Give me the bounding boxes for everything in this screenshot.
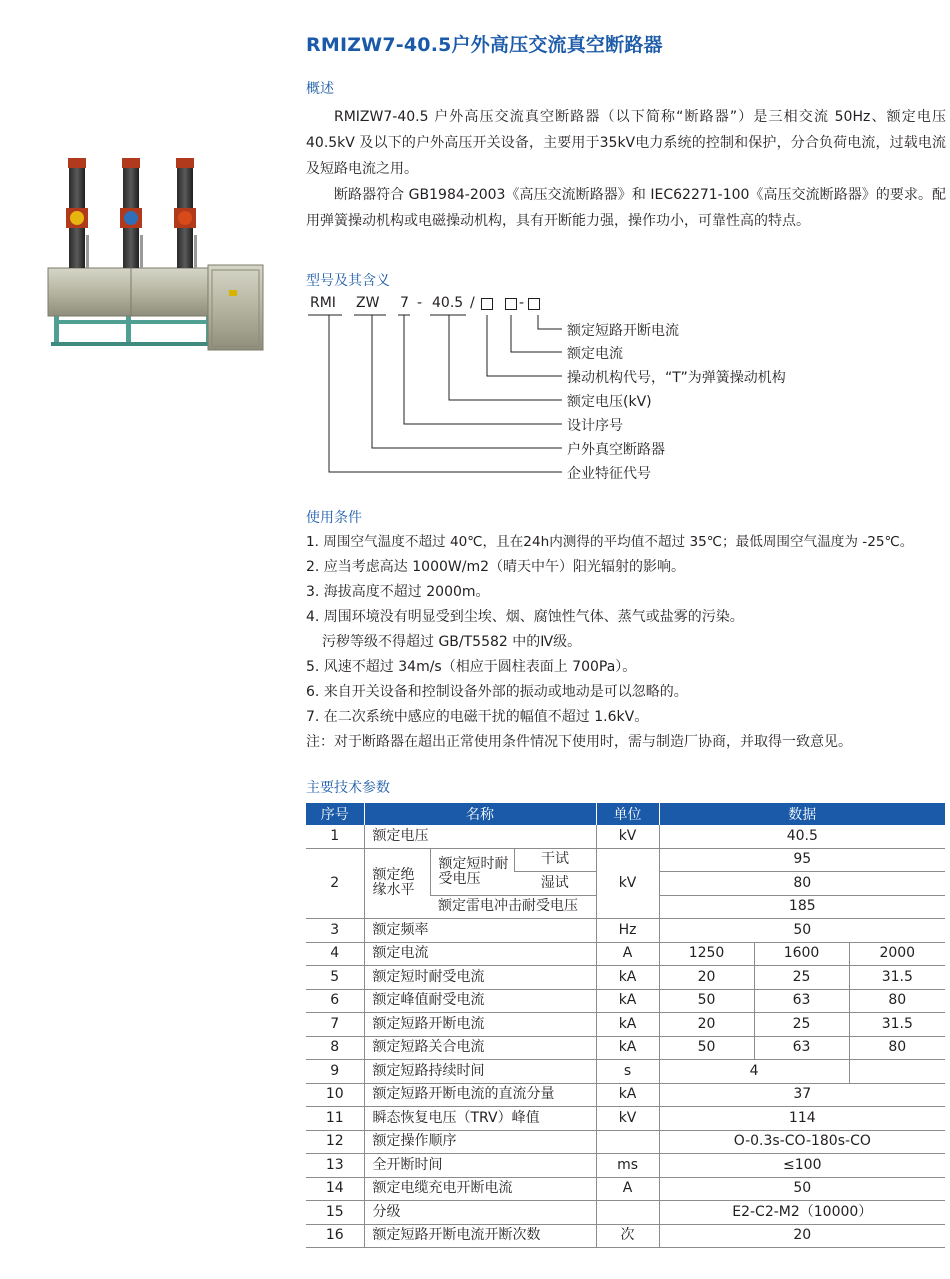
cell-value: 50 bbox=[659, 919, 945, 943]
table-row bbox=[306, 1083, 945, 1107]
table-row bbox=[306, 1036, 945, 1060]
cell-value: 80 bbox=[849, 1036, 945, 1060]
cell-unit: kV bbox=[596, 1107, 659, 1131]
cell-unit: A bbox=[596, 1177, 659, 1201]
code-dash-2: - bbox=[519, 295, 525, 311]
cell-value: 114 bbox=[659, 1107, 945, 1131]
code-40-5: 40.5 bbox=[432, 295, 464, 311]
overview-paragraph-1: RMIZW7-40.5 户外高压交流真空断路器（以下简称“断路器”）是三相交流 50Hz、额定电压 40.5kV 及以下的户外高压开关设备，主要用于35kV电力系统的控制和保护，分合负荷电流，过载电流及短路电流之用。 bbox=[306, 109, 946, 177]
header-data: 数据 bbox=[659, 803, 945, 825]
condition-item: 4. 周围环境没有明显受到尘埃、烟、腐蚀性气体、蒸气或盐雾的污染。 bbox=[306, 609, 744, 625]
code-slash: / bbox=[470, 295, 475, 311]
model-label-design-no: 设计序号 bbox=[567, 418, 623, 434]
cell-value: 1250 bbox=[659, 942, 754, 966]
overview-paragraph-2: 断路器符合 GB1984-2003《高压交流断路器》和 IEC62271-100《高压交流断路器》的要求。配用弹簧操动机构或电磁操动机构，具有开断能力强，操作功小，可靠性高的特点。 bbox=[306, 187, 946, 229]
cell-value: 63 bbox=[754, 1036, 849, 1060]
code-dash: - bbox=[417, 295, 423, 311]
cell-no: 8 bbox=[306, 1036, 364, 1060]
condition-item: 1. 周围空气温度不超过 40℃，且在24h内测得的平均值不超过 35℃；最低周围空气温度为 -25℃。 bbox=[306, 534, 914, 550]
cell-no: 10 bbox=[306, 1083, 364, 1107]
cell-no: 6 bbox=[306, 989, 364, 1013]
page-title: RMIZW7-40.5户外高压交流真空断路器 bbox=[306, 34, 663, 56]
cell-unit: kA bbox=[596, 966, 659, 990]
cell-dry-test: 干试 bbox=[514, 848, 596, 872]
circuit-breaker-photo bbox=[46, 150, 266, 360]
cell-no: 13 bbox=[306, 1154, 364, 1178]
cell-name: 额定频率 bbox=[364, 919, 596, 943]
model-code-diagram bbox=[306, 295, 926, 485]
cell-lightning: 额定雷电冲击耐受电压 bbox=[430, 895, 596, 919]
cell-no: 7 bbox=[306, 1013, 364, 1037]
cell-value: 95 bbox=[659, 848, 945, 872]
cell-value: 25 bbox=[754, 966, 849, 990]
table-row bbox=[306, 966, 945, 990]
cell-no: 11 bbox=[306, 1107, 364, 1131]
overview-text bbox=[306, 104, 946, 234]
cell-no: 12 bbox=[306, 1130, 364, 1154]
cell-name: 额定短时耐受电流 bbox=[364, 966, 596, 990]
cell-no: 15 bbox=[306, 1201, 364, 1225]
cell-value: 31.5 bbox=[849, 1013, 945, 1037]
cell-unit: s bbox=[596, 1060, 659, 1084]
cell-name: 额定短路开断电流开断次数 bbox=[364, 1224, 596, 1248]
cell-no: 14 bbox=[306, 1177, 364, 1201]
code-zw: ZW bbox=[356, 295, 380, 311]
cell-value: ≤100 bbox=[659, 1154, 945, 1178]
code-rmi: RMI bbox=[310, 295, 336, 311]
model-label-enterprise-code: 企业特征代号 bbox=[567, 466, 651, 482]
cell-value: 37 bbox=[659, 1083, 945, 1107]
code-box-operating bbox=[481, 298, 493, 310]
table-row bbox=[306, 1201, 945, 1225]
condition-note: 注：对于断路器在超出正常使用条件情况下使用时，需与制造厂协商，并取得一致意见。 bbox=[306, 734, 852, 750]
condition-item: 7. 在二次系统中感应的电磁干扰的幅值不超过 1.6kV。 bbox=[306, 709, 649, 725]
cell-name: 额定电压 bbox=[364, 825, 596, 848]
table-row bbox=[306, 1130, 945, 1154]
table-row bbox=[306, 1013, 945, 1037]
cell-name: 分级 bbox=[364, 1201, 596, 1225]
cell-value: E2-C2-M2（10000） bbox=[659, 1201, 945, 1225]
params-table bbox=[306, 803, 945, 1248]
table-row bbox=[306, 1224, 945, 1248]
cell-unit: kV bbox=[596, 848, 659, 919]
condition-item: 污秽等级不得超过 GB/T5582 中的Ⅳ级。 bbox=[322, 634, 582, 650]
cell-no: 16 bbox=[306, 1224, 364, 1248]
cell-value: O-0.3s-CO-180s-CO bbox=[659, 1130, 945, 1154]
cell-no: 9 bbox=[306, 1060, 364, 1084]
cell-no: 4 bbox=[306, 942, 364, 966]
cell-name: 额定绝缘水平 bbox=[364, 848, 430, 919]
code-box-current bbox=[505, 298, 517, 310]
table-row bbox=[306, 1154, 945, 1178]
cell-name: 额定电流 bbox=[364, 942, 596, 966]
cell-value: 20 bbox=[659, 1013, 754, 1037]
cell-value: 2000 bbox=[849, 942, 945, 966]
table-row bbox=[306, 942, 945, 966]
cell-value: 80 bbox=[659, 872, 945, 896]
header-name: 名称 bbox=[364, 803, 596, 825]
cell-value: 4 bbox=[659, 1060, 849, 1084]
cell-empty bbox=[849, 1060, 945, 1084]
cell-value: 25 bbox=[754, 1013, 849, 1037]
model-label-rated-voltage: 额定电压(kV) bbox=[567, 394, 652, 410]
condition-item: 3. 海拔高度不超过 2000m。 bbox=[306, 584, 490, 600]
cell-unit: kA bbox=[596, 1036, 659, 1060]
cell-wet-test: 湿试 bbox=[514, 872, 596, 896]
params-heading: 主要技术参数 bbox=[306, 780, 390, 796]
cell-sub-name: 额定短时耐受电压 bbox=[430, 848, 514, 895]
condition-item: 2. 应当考虑高达 1000W/m2（晴天中午）阳光辐射的影响。 bbox=[306, 559, 685, 575]
cell-unit: kA bbox=[596, 989, 659, 1013]
cell-no: 1 bbox=[306, 825, 364, 848]
cell-value: 80 bbox=[849, 989, 945, 1013]
conditions-heading: 使用条件 bbox=[306, 510, 362, 526]
model-label-operating-mechanism: 操动机构代号，“T”为弹簧操动机构 bbox=[567, 370, 786, 386]
model-label-outdoor-vacuum: 户外真空断路器 bbox=[567, 442, 665, 458]
cell-unit: ms bbox=[596, 1154, 659, 1178]
cell-value: 20 bbox=[659, 966, 754, 990]
cell-unit: Hz bbox=[596, 919, 659, 943]
cell-name: 额定短路开断电流 bbox=[364, 1013, 596, 1037]
cell-name: 额定电缆充电开断电流 bbox=[364, 1177, 596, 1201]
table-row bbox=[306, 848, 945, 872]
table-row bbox=[306, 919, 945, 943]
table-row bbox=[306, 825, 945, 848]
cell-unit: 次 bbox=[596, 1224, 659, 1248]
condition-item: 5. 风速不超过 34m/s（相应于圆柱表面上 700Pa）。 bbox=[306, 659, 637, 675]
cell-no: 3 bbox=[306, 919, 364, 943]
table-row bbox=[306, 989, 945, 1013]
header-no: 序号 bbox=[306, 803, 364, 825]
cell-value: 50 bbox=[659, 989, 754, 1013]
cell-name: 额定操作顺序 bbox=[364, 1130, 596, 1154]
overview-heading: 概述 bbox=[306, 81, 334, 97]
conditions-list bbox=[306, 530, 950, 755]
cell-name: 额定短路关合电流 bbox=[364, 1036, 596, 1060]
cell-unit: A bbox=[596, 942, 659, 966]
cell-unit: kA bbox=[596, 1013, 659, 1037]
header-unit: 单位 bbox=[596, 803, 659, 825]
table-row bbox=[306, 1177, 945, 1201]
cell-name: 瞬态恢复电压（TRV）峰值 bbox=[364, 1107, 596, 1131]
cell-name: 额定峰值耐受电流 bbox=[364, 989, 596, 1013]
cell-name: 全开断时间 bbox=[364, 1154, 596, 1178]
cell-name: 额定短路开断电流的直流分量 bbox=[364, 1083, 596, 1107]
cell-value: 31.5 bbox=[849, 966, 945, 990]
cell-unit bbox=[596, 1201, 659, 1225]
code-box-breaking bbox=[528, 298, 540, 310]
table-row bbox=[306, 1107, 945, 1131]
cell-unit bbox=[596, 1130, 659, 1154]
table-row bbox=[306, 1060, 945, 1084]
cell-value: 20 bbox=[659, 1224, 945, 1248]
cell-value: 50 bbox=[659, 1036, 754, 1060]
cell-unit: kA bbox=[596, 1083, 659, 1107]
cell-value: 63 bbox=[754, 989, 849, 1013]
cell-no: 5 bbox=[306, 966, 364, 990]
cell-no: 2 bbox=[306, 848, 364, 919]
cell-name: 额定短路持续时间 bbox=[364, 1060, 596, 1084]
model-heading: 型号及其含义 bbox=[306, 273, 390, 289]
cell-value: 185 bbox=[659, 895, 945, 919]
code-7: 7 bbox=[400, 295, 409, 311]
table-header-row bbox=[306, 803, 945, 825]
cell-value: 40.5 bbox=[659, 825, 945, 848]
cell-value: 1600 bbox=[754, 942, 849, 966]
cell-value: 50 bbox=[659, 1177, 945, 1201]
model-label-breaking-current: 额定短路开断电流 bbox=[567, 323, 679, 339]
model-label-rated-current: 额定电流 bbox=[567, 346, 623, 362]
cell-unit: kV bbox=[596, 825, 659, 848]
condition-item: 6. 来自开关设备和控制设备外部的振动或地动是可以忽略的。 bbox=[306, 684, 688, 700]
